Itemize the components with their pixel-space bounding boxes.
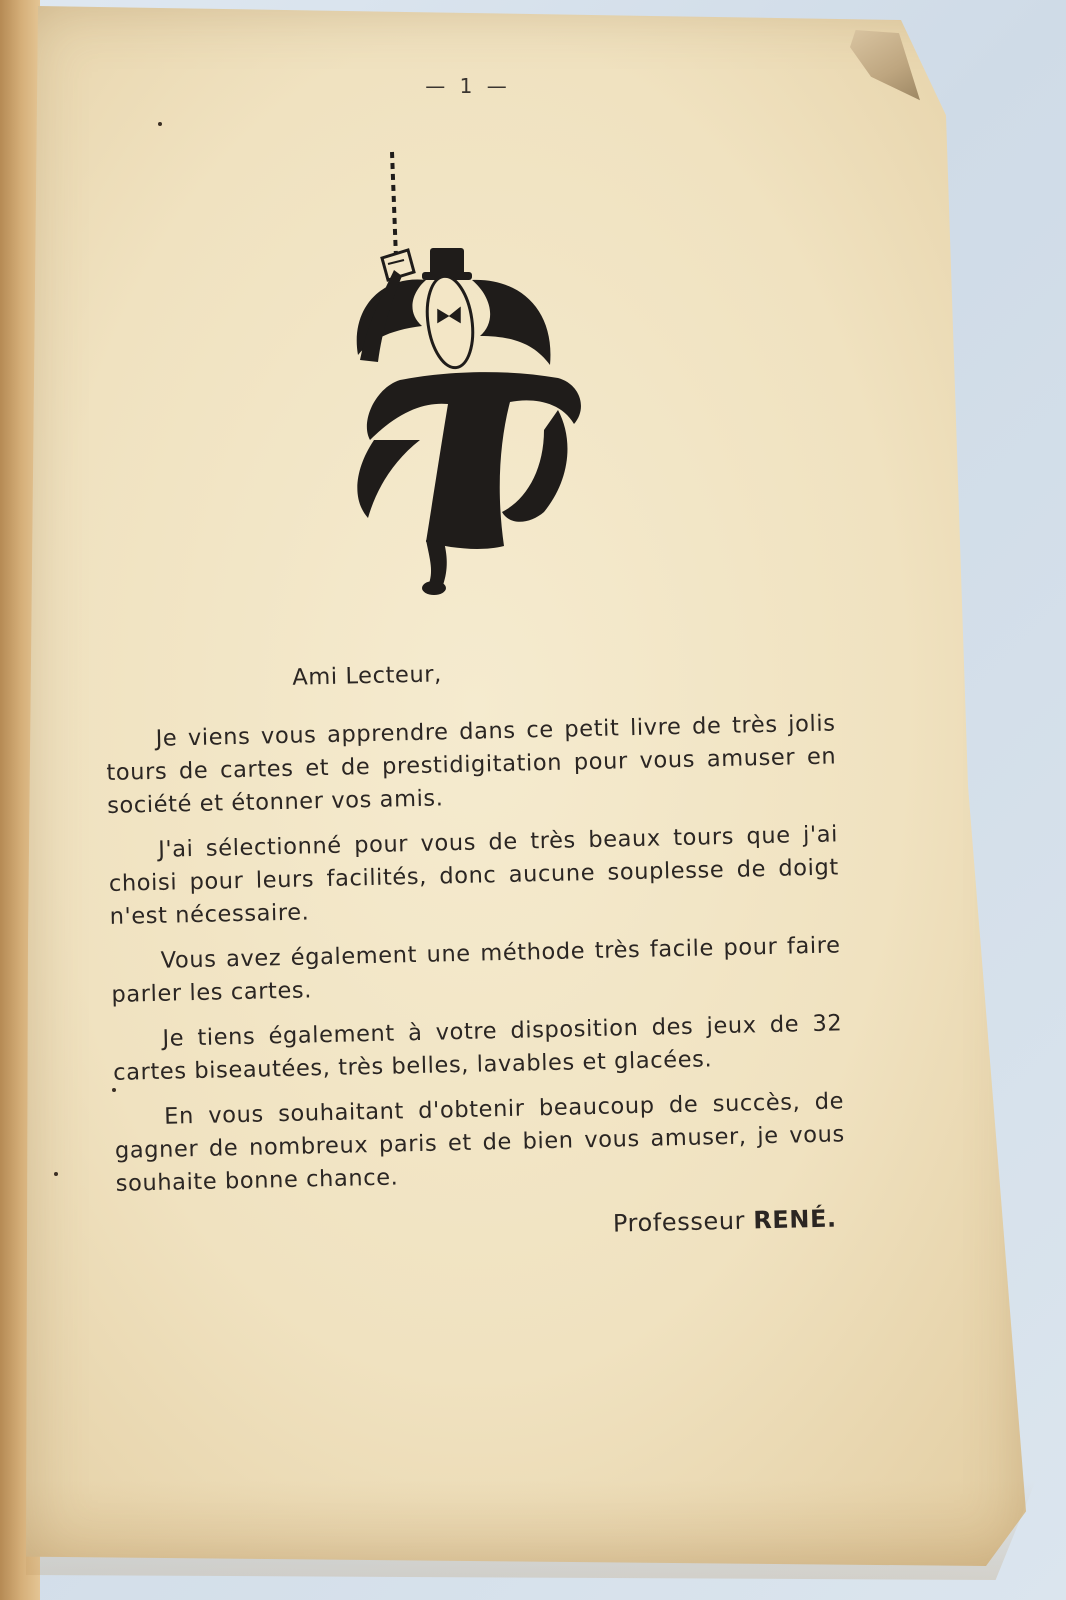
salutation: Ami Lecteur, — [292, 661, 443, 691]
paragraph-4: Je tiens également à votre disposition des jeux de 32 cartes biseautées, très belles, lavables et glacées. — [112, 1010, 843, 1086]
paragraph-2: J'ai sélectionné pour vous de très beaux tours que j'ai choisi pour leurs facilités, donc aucune souplesse de doigt n'est nécessaire. — [108, 821, 840, 930]
paragraph-1: Je viens vous apprendre dans ce petit livre de très jolis tours de cartes et de prestidigitation pour vous amuser en société et étonner vos amis. — [106, 710, 837, 819]
paragraph-3: Vous avez également une méthode très facile pour faire parler les cartes. — [111, 932, 841, 1008]
page-number: — 1 — — [425, 74, 511, 98]
ink-speck — [54, 1172, 58, 1176]
signature-title: Professeur — [612, 1206, 746, 1238]
paragraph-5: En vous souhaitant d'obtenir beaucoup de succès, de gagner de nombreux paris et de bien vous amuser, je vous souhaite bonne chance. — [114, 1088, 846, 1197]
magician-figure-icon — [330, 140, 600, 600]
ink-speck — [112, 1088, 116, 1092]
signature-name: RENÉ. — [752, 1204, 838, 1235]
ink-speck — [158, 122, 162, 126]
letter-text — [104, 649, 847, 1251]
